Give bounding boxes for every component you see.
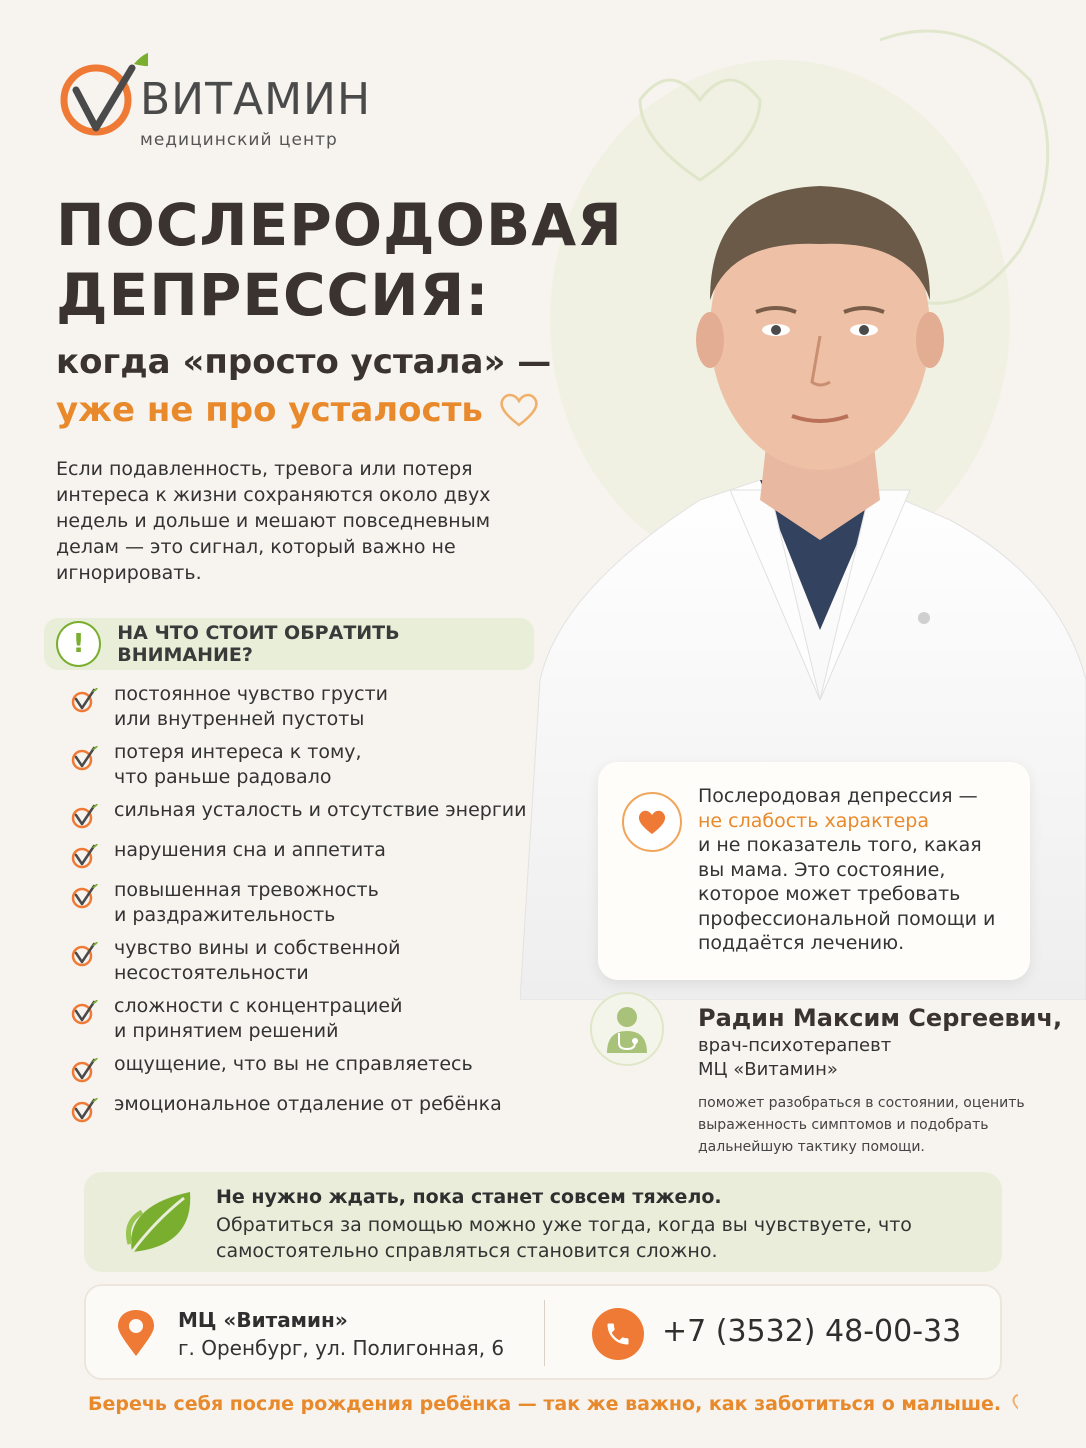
doctor-block (590, 990, 1063, 1160)
symptom-item (70, 936, 560, 986)
doctor-avatar (590, 992, 664, 1066)
clinic-address[interactable]: г. Оренбург, ул. Полигонная, 6 (178, 1336, 505, 1360)
doctor-role-line2: МЦ «Витамин» (698, 1059, 838, 1080)
symptom-text: повышенная тревожность и раздражительность (114, 879, 379, 926)
check-icon (70, 744, 98, 772)
contacts-box (84, 1284, 1002, 1380)
info-card-before: Послеродовая депрессия — (698, 785, 978, 807)
symptom-item (70, 994, 560, 1044)
heart-outline-icon (1011, 1392, 1018, 1416)
doctor-role-line1: врач-психотерапевт (698, 1035, 892, 1056)
info-card-text (698, 784, 1008, 956)
footer-slogan (88, 1392, 1018, 1416)
check-icon (70, 1096, 98, 1124)
check-icon (70, 1056, 98, 1084)
doctor-icon (605, 1005, 649, 1053)
callout-text: Обратиться за помощью можно уже тогда, когда вы чувствуете, что самостоятельно справляться становится сложно. (216, 1214, 912, 1262)
doctor-name: Радин Максим Сергеевич, (698, 1004, 1063, 1032)
heart-circle (622, 792, 682, 852)
check-icon (70, 802, 98, 830)
symptom-item (70, 878, 560, 928)
brand-logo (58, 46, 372, 156)
leaf-icon (124, 1186, 194, 1258)
symptom-text: постоянное чувство грусти или внутренней пустоты (114, 683, 389, 730)
symptom-text: чувство вины и собственной несостоятельности (114, 937, 401, 984)
headline-line3: когда «просто устала» — (56, 342, 552, 382)
symptom-item (70, 1092, 560, 1124)
brand-name: ВИТАМИН (140, 74, 372, 125)
footer-text: Беречь себя после рождения ребёнка — так же важно, как заботиться о малыше. (88, 1393, 1002, 1415)
check-icon (70, 842, 98, 870)
symptom-text: ощущение, что вы не справляетесь (114, 1053, 473, 1075)
headline-line2: ДЕПРЕССИЯ: (56, 261, 490, 329)
info-card (598, 762, 1030, 980)
symptom-item (70, 740, 560, 790)
callout-title: Не нужно ждать, пока станет совсем тяжело. (216, 1186, 722, 1208)
info-card-accent: не слабость характера (698, 809, 930, 832)
headline-line1: ПОСЛЕРОДОВАЯ (56, 191, 623, 259)
symptom-text: сложности с концентрацией и принятием решений (114, 995, 403, 1042)
symptoms-list (70, 682, 560, 1132)
symptom-text: потеря интереса к тому, что раньше радовало (114, 741, 362, 788)
symptom-text: сильная усталость и отсутствие энергии (114, 799, 527, 821)
symptom-text: нарушения сна и аппетита (114, 839, 386, 861)
heart-icon (636, 808, 668, 836)
exclamation-icon: ! (56, 621, 101, 667)
intro-text: Если подавленность, тревога или потеря интереса к жизни сохраняются около двух недель и дольше и мешают повседневным делам — это сигнал, который важно не игнорировать. (56, 458, 491, 584)
symptom-item (70, 838, 560, 870)
check-icon (70, 882, 98, 910)
location-pin-icon (116, 1308, 156, 1358)
attention-title: НА ЧТО СТОИТ ОБРАТИТЬ ВНИМАНИЕ? (117, 622, 400, 666)
headline-line4-text: уже не про усталость (56, 390, 483, 430)
symptom-item (70, 682, 560, 732)
contacts-divider (544, 1300, 545, 1366)
callout-box (84, 1172, 1002, 1272)
symptom-item (70, 1052, 560, 1084)
clinic-name: МЦ «Витамин» (178, 1308, 348, 1332)
doctor-role (698, 1034, 891, 1082)
check-icon (70, 940, 98, 968)
check-icon (70, 998, 98, 1026)
brand-tagline: медицинский центр (140, 130, 338, 150)
phone-icon[interactable] (592, 1308, 644, 1360)
symptom-text: эмоциональное отдаление от ребёнка (114, 1093, 502, 1115)
phone-number[interactable]: +7 (3532) 48-00-33 (662, 1314, 962, 1349)
check-icon (70, 686, 98, 714)
symptom-item (70, 798, 560, 830)
info-card-after: и не показатель того, какая вы мама. Это состояние, которое может требовать профессиональной помощи и поддаётся лечению. (698, 834, 996, 954)
logo-check-icon (58, 46, 148, 146)
phone-handset-icon (604, 1320, 632, 1348)
attention-header (44, 618, 534, 670)
doctor-description: поможет разобраться в состоянии, оценить выраженность симптомов и подобрать дальнейшую тактику помощи. (698, 1095, 1025, 1155)
